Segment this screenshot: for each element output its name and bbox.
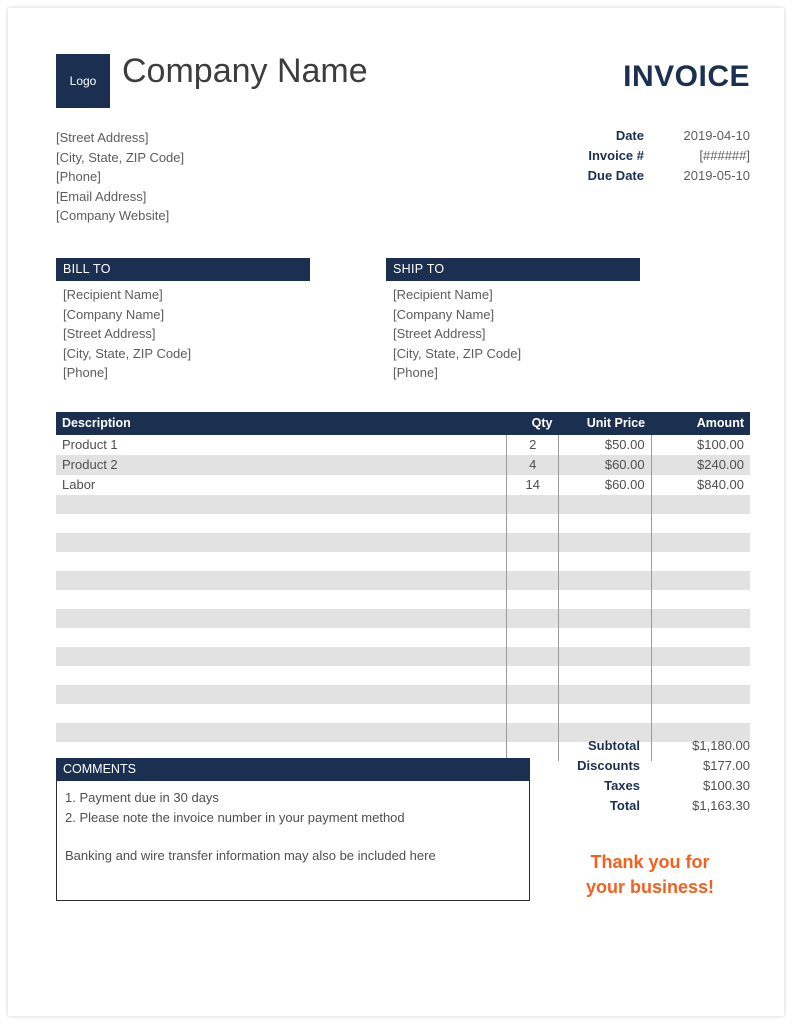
ship-to-line: [Street Address] (393, 326, 486, 341)
document-title: INVOICE (623, 60, 750, 93)
bill-to-line: [Street Address] (63, 326, 156, 341)
table-row (56, 647, 750, 666)
cell-qty (507, 533, 558, 552)
column-header-qty: Qty (507, 412, 558, 435)
ship-to-line: [City, State, ZIP Code] (393, 345, 522, 361)
thank-you-line-2: your business! (585, 877, 715, 897)
totals-label-subtotal: Subtotal (588, 738, 640, 753)
cell-qty: 2 (507, 435, 558, 455)
cell-description (56, 609, 507, 628)
bill-to-line: [Company Name] (63, 306, 165, 322)
cell-qty (507, 647, 558, 666)
cell-qty: 14 (507, 475, 558, 495)
table-row (56, 628, 750, 647)
cell-unit-price: $60.00 (558, 455, 651, 475)
table-row (56, 475, 750, 495)
meta-row (588, 128, 750, 148)
document-content (48, 40, 750, 897)
cell-unit-price: $50.00 (558, 435, 651, 455)
company-logo (56, 54, 110, 108)
comments-title: COMMENTS (56, 758, 530, 781)
totals-label-total: Total (609, 798, 640, 813)
sender-address-line: [Street Address] (56, 130, 149, 145)
cell-description (56, 685, 507, 704)
totals-value-taxes: $100.30 (703, 778, 750, 793)
cell-description (56, 552, 507, 571)
cell-amount (651, 609, 750, 628)
ship-to-line: [Recipient Name] (393, 287, 493, 302)
line-items-body (56, 435, 750, 761)
ship-to-title: SHIP TO (386, 258, 640, 281)
cell-unit-price (558, 514, 651, 533)
comments-line: 1. Payment due in 30 days (65, 790, 219, 805)
bill-to-line: [City, State, ZIP Code] (63, 345, 192, 361)
totals-table (577, 738, 750, 818)
cell-qty (507, 704, 558, 723)
meta-value-invoice-number: [######] (699, 148, 750, 163)
comments-block (56, 758, 530, 901)
cell-amount (651, 685, 750, 704)
table-row (56, 435, 750, 455)
cell-qty (507, 552, 558, 571)
cell-unit-price (558, 552, 651, 571)
cell-amount (651, 533, 750, 552)
cell-unit-price: $60.00 (558, 475, 651, 495)
cell-description (56, 666, 507, 685)
cell-amount (651, 666, 750, 685)
table-row (56, 704, 750, 723)
cell-amount (651, 647, 750, 666)
cell-qty (507, 666, 558, 685)
cell-amount (651, 514, 750, 533)
cell-unit-price (558, 609, 651, 628)
column-header-unit-price: Unit Price (558, 412, 651, 435)
comments-body (56, 781, 530, 901)
cell-description (56, 571, 507, 590)
cell-description (56, 647, 507, 666)
totals-row (577, 778, 750, 798)
table-row (56, 514, 750, 533)
bill-to-lines (56, 281, 310, 383)
cell-amount (651, 495, 750, 514)
totals-row (577, 738, 750, 758)
totals-value-discounts: $177.00 (703, 758, 750, 773)
thank-you-line-1: Thank you for (590, 852, 710, 872)
cell-amount: $240.00 (651, 455, 750, 475)
totals-row (577, 798, 750, 818)
thank-you-message (550, 850, 750, 900)
cell-qty (507, 514, 558, 533)
column-header-amount: Amount (651, 412, 750, 435)
ship-to-block (386, 258, 640, 383)
sender-address-line: [City, State, ZIP Code] (56, 149, 185, 165)
line-items-table (56, 412, 750, 761)
document-sheet (8, 8, 784, 1016)
cell-unit-price (558, 647, 651, 666)
table-row (56, 495, 750, 514)
cell-unit-price (558, 685, 651, 704)
totals-row (577, 758, 750, 778)
meta-label-invoice-number: Invoice # (588, 148, 644, 163)
bill-to-line: [Recipient Name] (63, 287, 163, 302)
cell-description (56, 628, 507, 647)
cell-unit-price (558, 495, 651, 514)
cell-qty: 4 (507, 455, 558, 475)
meta-row (588, 148, 750, 168)
cell-qty (507, 628, 558, 647)
cell-amount (651, 628, 750, 647)
cell-description (56, 704, 507, 723)
comments-line: Banking and wire transfer information may also be included here (65, 848, 436, 863)
cell-unit-price (558, 666, 651, 685)
cell-unit-price (558, 704, 651, 723)
cell-unit-price (558, 571, 651, 590)
cell-unit-price (558, 533, 651, 552)
cell-amount: $100.00 (651, 435, 750, 455)
company-name: Company Name (122, 52, 368, 90)
cell-description (56, 590, 507, 609)
totals-label-taxes: Taxes (604, 778, 640, 793)
cell-description (56, 533, 507, 552)
totals-block (577, 738, 750, 818)
cell-unit-price (558, 590, 651, 609)
invoice-meta-block (588, 128, 750, 188)
cell-qty (507, 495, 558, 514)
table-row (56, 590, 750, 609)
cell-amount: $840.00 (651, 475, 750, 495)
bill-to-title: BILL TO (56, 258, 310, 281)
column-header-description: Description (56, 412, 507, 435)
cell-description (56, 514, 507, 533)
cell-amount (651, 552, 750, 571)
cell-description (56, 495, 507, 514)
cell-qty (507, 590, 558, 609)
meta-value-date: 2019-04-10 (683, 128, 750, 143)
cell-description: Product 1 (62, 437, 118, 452)
totals-value-total: $1,163.30 (692, 798, 750, 813)
cell-description (56, 723, 507, 742)
meta-label-due-date: Due Date (587, 168, 644, 183)
table-row (56, 455, 750, 475)
totals-value-subtotal: $1,180.00 (692, 738, 750, 753)
cell-amount (651, 590, 750, 609)
invoice-meta-table (588, 128, 750, 188)
meta-label-date: Date (615, 128, 644, 143)
ship-to-line: [Company Name] (393, 306, 495, 322)
sender-address-line: [Email Address] (56, 188, 147, 204)
cell-description: Labor (62, 477, 96, 492)
cell-qty (507, 609, 558, 628)
cell-qty (507, 571, 558, 590)
table-row (56, 609, 750, 628)
cell-qty (507, 723, 558, 742)
ship-to-line: [Phone] (393, 365, 438, 380)
cell-qty (507, 685, 558, 704)
table-row (56, 533, 750, 552)
table-row (56, 571, 750, 590)
table-row (56, 685, 750, 704)
line-items-header-row (56, 412, 750, 435)
comments-spacer (65, 827, 521, 846)
table-row (56, 552, 750, 571)
sender-address-line: [Company Website] (56, 208, 170, 223)
cell-amount (651, 571, 750, 590)
cell-amount (651, 704, 750, 723)
cell-description: Product 2 (56, 455, 507, 475)
table-row (56, 666, 750, 685)
invoice-header (48, 40, 750, 110)
ship-to-lines (386, 281, 640, 383)
cell-unit-price (558, 628, 651, 647)
totals-label-discounts: Discounts (577, 758, 640, 773)
comments-line: 2. Please note the invoice number in your payment method (65, 809, 405, 825)
sender-address-block (56, 128, 184, 226)
bill-to-line: [Phone] (63, 365, 108, 380)
logo-label: Logo (69, 74, 97, 88)
meta-value-due-date: 2019-05-10 (683, 168, 750, 183)
sender-address-line: [Phone] (56, 169, 101, 184)
meta-row (588, 168, 750, 188)
bill-to-block (56, 258, 310, 383)
